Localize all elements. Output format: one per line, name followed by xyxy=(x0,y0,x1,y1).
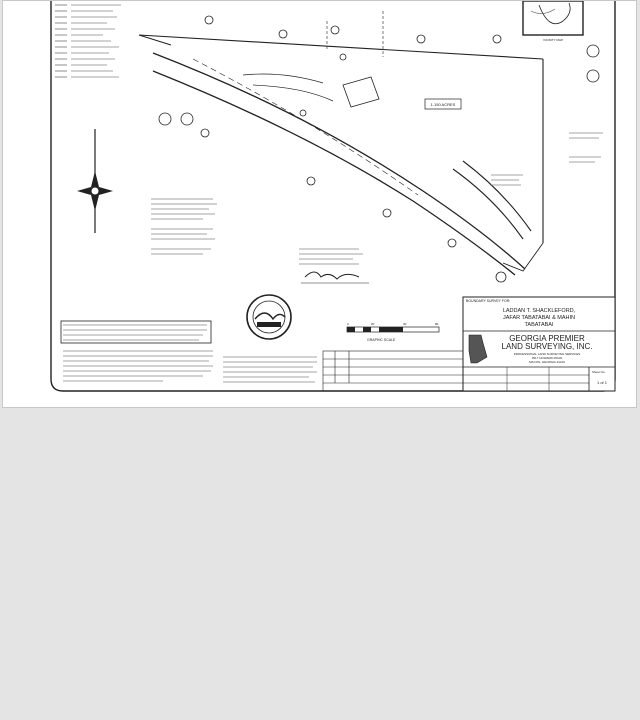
graphic-scale xyxy=(347,322,439,342)
title-block xyxy=(463,297,615,391)
company-sub-2: 3517 HOWARD ROAD xyxy=(531,356,563,360)
scale-tick-3: 80 xyxy=(435,322,439,326)
company-name-line-1: GEORGIA PREMIER xyxy=(509,334,585,343)
survey-plat-drawing xyxy=(3,1,638,409)
client-line-2: JAFAR TABATABAI & MAHIN xyxy=(502,315,576,321)
vicinity-map-label: VICINITY MAP xyxy=(543,38,563,42)
survey-plat-page xyxy=(2,0,637,408)
road-highway xyxy=(153,53,531,275)
company-sub-3: MACON, GEORGIA 31216 xyxy=(529,360,565,364)
scale-tick-2: 40 xyxy=(403,322,407,326)
surveyor-signature xyxy=(301,272,369,283)
survey-header: BOUNDARY SURVEY FOR: xyxy=(466,299,511,303)
graphic-scale-label: GRAPHIC SCALE xyxy=(367,338,396,342)
scale-tick-1: 20 xyxy=(371,322,375,326)
north-arrow xyxy=(77,129,113,233)
company-sub-1: PROFESSIONAL LAND SURVEYING SERVICES xyxy=(513,352,581,356)
client-line-3: TABATABAI xyxy=(524,322,554,328)
client-line-1: LADDAN T. SHACKLEFORD, xyxy=(502,308,576,314)
sheet-number: 1 of 1 xyxy=(596,380,608,385)
scale-tick-0: 0 xyxy=(347,322,349,326)
structure-outline xyxy=(343,77,461,109)
acreage-label: 1.150 ACRES xyxy=(430,102,456,107)
surveyor-seal xyxy=(247,295,291,339)
revision-table xyxy=(323,351,463,391)
company-name-line-2: LAND SURVEYING, INC. xyxy=(501,342,593,351)
vicinity-map xyxy=(523,1,583,42)
callout-markers xyxy=(159,16,599,282)
sheet-label: Sheet No. xyxy=(592,370,606,374)
legend-block xyxy=(55,5,121,77)
